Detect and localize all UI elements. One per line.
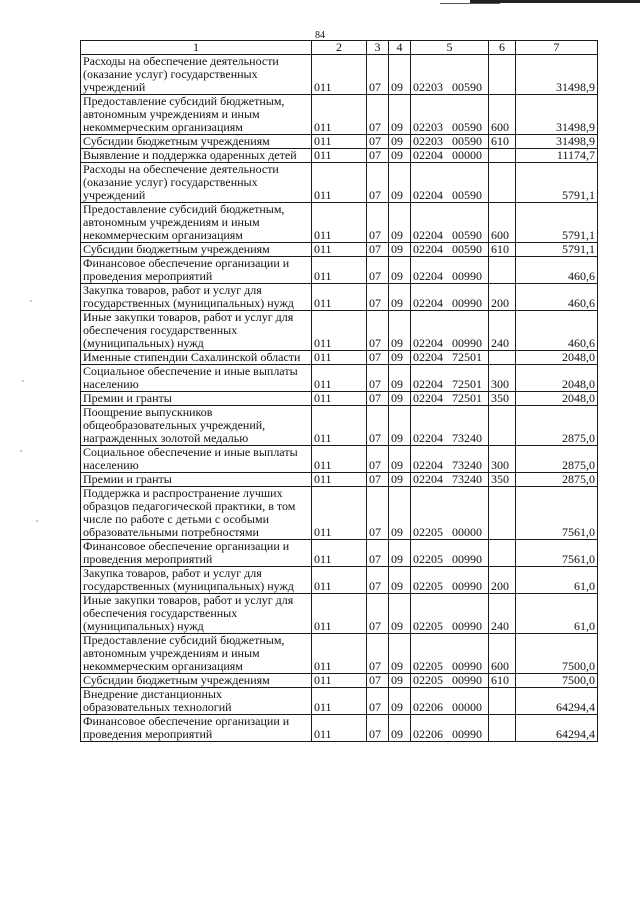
header-row [81, 41, 598, 55]
row-target-article: 02203 00590 [411, 95, 489, 135]
row-expense-type: 610 [489, 674, 516, 688]
row-section-code: 07 [367, 446, 389, 473]
row-target-article: 02203 00590 [411, 135, 489, 149]
row-amount: 31498,9 [516, 135, 598, 149]
row-target-article: 02204 73240 [411, 446, 489, 473]
table-row [81, 688, 598, 715]
table-row [81, 487, 598, 540]
row-name: Предоставление субсидий бюджетным, автономным учреждениям и иным некоммерческим организациям [81, 95, 312, 135]
row-target-article: 02205 00990 [411, 674, 489, 688]
row-expense-type: 240 [489, 594, 516, 634]
row-section-code: 07 [367, 392, 389, 406]
row-subsection-code: 09 [389, 634, 411, 674]
row-expense-type: 200 [489, 567, 516, 594]
row-subsection-code: 09 [389, 540, 411, 567]
table-header [81, 41, 598, 55]
row-target-article: 02204 00590 [411, 163, 489, 203]
table-row [81, 55, 598, 95]
row-amount: 2875,0 [516, 473, 598, 487]
row-subsection-code: 09 [389, 392, 411, 406]
row-expense-type: 300 [489, 446, 516, 473]
row-amount: 61,0 [516, 594, 598, 634]
row-amount: 5791,1 [516, 203, 598, 243]
row-expense-type [489, 163, 516, 203]
row-name: Социальное обеспечение и иные выплаты населению [81, 446, 312, 473]
row-ministry-code: 011 [312, 163, 367, 203]
row-target-article: 02205 00990 [411, 594, 489, 634]
table-body [81, 55, 598, 742]
table-row [81, 95, 598, 135]
table-row [81, 284, 598, 311]
row-ministry-code: 011 [312, 95, 367, 135]
table-row [81, 567, 598, 594]
row-subsection-code: 09 [389, 688, 411, 715]
row-expense-type: 350 [489, 392, 516, 406]
row-expense-type: 300 [489, 365, 516, 392]
row-ministry-code: 011 [312, 203, 367, 243]
row-subsection-code: 09 [389, 487, 411, 540]
row-subsection-code: 09 [389, 715, 411, 742]
row-target-article: 02204 00590 [411, 243, 489, 257]
row-name: Внедрение дистанционных образовательных технологий [81, 688, 312, 715]
row-name: Поддержка и распространение лучших образцов педагогической практики, в том числе по работе с детьми с особыми образовательными потребностями [81, 487, 312, 540]
table-row [81, 446, 598, 473]
row-name: Закупка товаров, работ и услуг для государственных (муниципальных) нужд [81, 284, 312, 311]
row-amount: 7561,0 [516, 487, 598, 540]
table-row [81, 149, 598, 163]
row-ministry-code: 011 [312, 351, 367, 365]
row-expense-type: 610 [489, 135, 516, 149]
row-section-code: 07 [367, 351, 389, 365]
budget-table [80, 40, 598, 742]
row-subsection-code: 09 [389, 351, 411, 365]
row-amount: 7561,0 [516, 540, 598, 567]
row-section-code: 07 [367, 149, 389, 163]
row-amount: 61,0 [516, 567, 598, 594]
row-amount: 64294,4 [516, 688, 598, 715]
row-target-article: 02204 73240 [411, 473, 489, 487]
row-expense-type [489, 257, 516, 284]
row-subsection-code: 09 [389, 406, 411, 446]
row-amount: 11174,7 [516, 149, 598, 163]
row-amount: 2048,0 [516, 392, 598, 406]
table-row [81, 311, 598, 351]
scan-speck [36, 520, 38, 522]
row-amount: 460,6 [516, 257, 598, 284]
row-section-code: 07 [367, 540, 389, 567]
row-subsection-code: 09 [389, 567, 411, 594]
row-subsection-code: 09 [389, 473, 411, 487]
row-name: Субсидии бюджетным учреждениям [81, 135, 312, 149]
row-name: Финансовое обеспечение организации и проведения мероприятий [81, 540, 312, 567]
table-row [81, 351, 598, 365]
row-amount: 31498,9 [516, 55, 598, 95]
row-ministry-code: 011 [312, 406, 367, 446]
row-ministry-code: 011 [312, 392, 367, 406]
page-number: 84 [315, 30, 325, 41]
table-row [81, 163, 598, 203]
scan-edge-mark [440, 3, 500, 4]
row-ministry-code: 011 [312, 487, 367, 540]
row-expense-type: 610 [489, 243, 516, 257]
table-row [81, 365, 598, 392]
row-amount: 2875,0 [516, 446, 598, 473]
row-ministry-code: 011 [312, 311, 367, 351]
header-cell: 2 [312, 41, 367, 55]
row-section-code: 07 [367, 135, 389, 149]
row-ministry-code: 011 [312, 149, 367, 163]
row-target-article: 02206 00000 [411, 688, 489, 715]
table-row [81, 594, 598, 634]
row-ministry-code: 011 [312, 674, 367, 688]
table-row [81, 257, 598, 284]
row-section-code: 07 [367, 284, 389, 311]
row-target-article: 02205 00990 [411, 634, 489, 674]
row-section-code: 07 [367, 567, 389, 594]
row-target-article: 02205 00000 [411, 487, 489, 540]
table-row [81, 406, 598, 446]
row-amount: 31498,9 [516, 95, 598, 135]
row-subsection-code: 09 [389, 95, 411, 135]
row-ministry-code: 011 [312, 365, 367, 392]
row-target-article: 02204 00000 [411, 149, 489, 163]
row-expense-type [489, 487, 516, 540]
row-subsection-code: 09 [389, 674, 411, 688]
scan-speck [30, 300, 32, 302]
row-section-code: 07 [367, 674, 389, 688]
row-subsection-code: 09 [389, 203, 411, 243]
row-amount: 2048,0 [516, 365, 598, 392]
row-ministry-code: 011 [312, 715, 367, 742]
row-expense-type [489, 351, 516, 365]
row-name: Финансовое обеспечение организации и проведения мероприятий [81, 257, 312, 284]
row-target-article: 02204 72501 [411, 351, 489, 365]
header-cell: 5 [411, 41, 489, 55]
header-cell: 4 [389, 41, 411, 55]
row-ministry-code: 011 [312, 634, 367, 674]
row-target-article: 02203 00590 [411, 55, 489, 95]
row-amount: 460,6 [516, 284, 598, 311]
header-cell: 3 [367, 41, 389, 55]
row-target-article: 02204 00990 [411, 311, 489, 351]
table-row [81, 203, 598, 243]
row-amount: 5791,1 [516, 163, 598, 203]
row-section-code: 07 [367, 95, 389, 135]
row-target-article: 02204 73240 [411, 406, 489, 446]
row-name: Предоставление субсидий бюджетным, автономным учреждениям и иным некоммерческим организациям [81, 634, 312, 674]
row-ministry-code: 011 [312, 243, 367, 257]
row-section-code: 07 [367, 688, 389, 715]
table-row [81, 540, 598, 567]
row-ministry-code: 011 [312, 473, 367, 487]
row-section-code: 07 [367, 311, 389, 351]
row-subsection-code: 09 [389, 284, 411, 311]
row-expense-type [489, 406, 516, 446]
scan-speck [22, 380, 24, 382]
row-subsection-code: 09 [389, 311, 411, 351]
row-target-article: 02204 00990 [411, 284, 489, 311]
row-subsection-code: 09 [389, 365, 411, 392]
row-expense-type [489, 688, 516, 715]
row-section-code: 07 [367, 594, 389, 634]
row-subsection-code: 09 [389, 135, 411, 149]
row-expense-type: 600 [489, 95, 516, 135]
row-target-article: 02205 00990 [411, 540, 489, 567]
row-section-code: 07 [367, 634, 389, 674]
row-target-article: 02205 00990 [411, 567, 489, 594]
row-name: Социальное обеспечение и иные выплаты населению [81, 365, 312, 392]
row-name: Поощрение выпускников общеобразовательных учреждений, награжденных золотой медалью [81, 406, 312, 446]
row-ministry-code: 011 [312, 446, 367, 473]
row-section-code: 07 [367, 473, 389, 487]
row-ministry-code: 011 [312, 567, 367, 594]
row-section-code: 07 [367, 365, 389, 392]
header-cell: 6 [489, 41, 516, 55]
row-name: Иные закупки товаров, работ и услуг для обеспечения государственных (муниципальных) нужд [81, 594, 312, 634]
row-name: Иные закупки товаров, работ и услуг для обеспечения государственных (муниципальных) нужд [81, 311, 312, 351]
header-cell: 1 [81, 41, 312, 55]
row-expense-type [489, 149, 516, 163]
row-section-code: 07 [367, 163, 389, 203]
row-subsection-code: 09 [389, 55, 411, 95]
row-ministry-code: 011 [312, 540, 367, 567]
row-subsection-code: 09 [389, 594, 411, 634]
row-name: Субсидии бюджетным учреждениям [81, 243, 312, 257]
row-section-code: 07 [367, 55, 389, 95]
row-section-code: 07 [367, 243, 389, 257]
row-amount: 64294,4 [516, 715, 598, 742]
row-expense-type: 200 [489, 284, 516, 311]
row-amount: 7500,0 [516, 634, 598, 674]
row-name: Выявление и поддержка одаренных детей [81, 149, 312, 163]
row-ministry-code: 011 [312, 257, 367, 284]
table-row [81, 392, 598, 406]
row-expense-type [489, 715, 516, 742]
row-target-article: 02204 72501 [411, 365, 489, 392]
row-name: Закупка товаров, работ и услуг для государственных (муниципальных) нужд [81, 567, 312, 594]
row-section-code: 07 [367, 487, 389, 540]
row-name: Расходы на обеспечение деятельности (оказание услуг) государственных учреждений [81, 55, 312, 95]
row-target-article: 02204 00590 [411, 203, 489, 243]
row-section-code: 07 [367, 257, 389, 284]
table-row [81, 674, 598, 688]
table-row [81, 243, 598, 257]
scan-speck [20, 450, 22, 452]
header-cell: 7 [516, 41, 598, 55]
row-subsection-code: 09 [389, 446, 411, 473]
row-name: Субсидии бюджетным учреждениям [81, 674, 312, 688]
row-ministry-code: 011 [312, 688, 367, 715]
row-name: Премии и гранты [81, 473, 312, 487]
table-row [81, 135, 598, 149]
row-name: Предоставление субсидий бюджетным, автономным учреждениям и иным некоммерческим организациям [81, 203, 312, 243]
row-target-article: 02204 72501 [411, 392, 489, 406]
row-ministry-code: 011 [312, 594, 367, 634]
row-name: Именные стипендии Сахалинской области [81, 351, 312, 365]
row-name: Расходы на обеспечение деятельности (оказание услуг) государственных учреждений [81, 163, 312, 203]
row-amount: 2048,0 [516, 351, 598, 365]
row-ministry-code: 011 [312, 135, 367, 149]
row-expense-type: 600 [489, 203, 516, 243]
row-section-code: 07 [367, 715, 389, 742]
row-ministry-code: 011 [312, 284, 367, 311]
table-row [81, 634, 598, 674]
row-target-article: 02204 00990 [411, 257, 489, 284]
row-expense-type [489, 540, 516, 567]
row-expense-type: 350 [489, 473, 516, 487]
row-subsection-code: 09 [389, 149, 411, 163]
row-expense-type: 600 [489, 634, 516, 674]
row-name: Премии и гранты [81, 392, 312, 406]
row-section-code: 07 [367, 203, 389, 243]
table-row [81, 473, 598, 487]
table-row [81, 715, 598, 742]
row-ministry-code: 011 [312, 55, 367, 95]
row-subsection-code: 09 [389, 243, 411, 257]
row-section-code: 07 [367, 406, 389, 446]
row-name: Финансовое обеспечение организации и проведения мероприятий [81, 715, 312, 742]
row-subsection-code: 09 [389, 163, 411, 203]
row-amount: 2875,0 [516, 406, 598, 446]
row-expense-type [489, 55, 516, 95]
row-amount: 7500,0 [516, 674, 598, 688]
row-subsection-code: 09 [389, 257, 411, 284]
row-target-article: 02206 00990 [411, 715, 489, 742]
row-expense-type: 240 [489, 311, 516, 351]
row-amount: 460,6 [516, 311, 598, 351]
row-amount: 5791,1 [516, 243, 598, 257]
